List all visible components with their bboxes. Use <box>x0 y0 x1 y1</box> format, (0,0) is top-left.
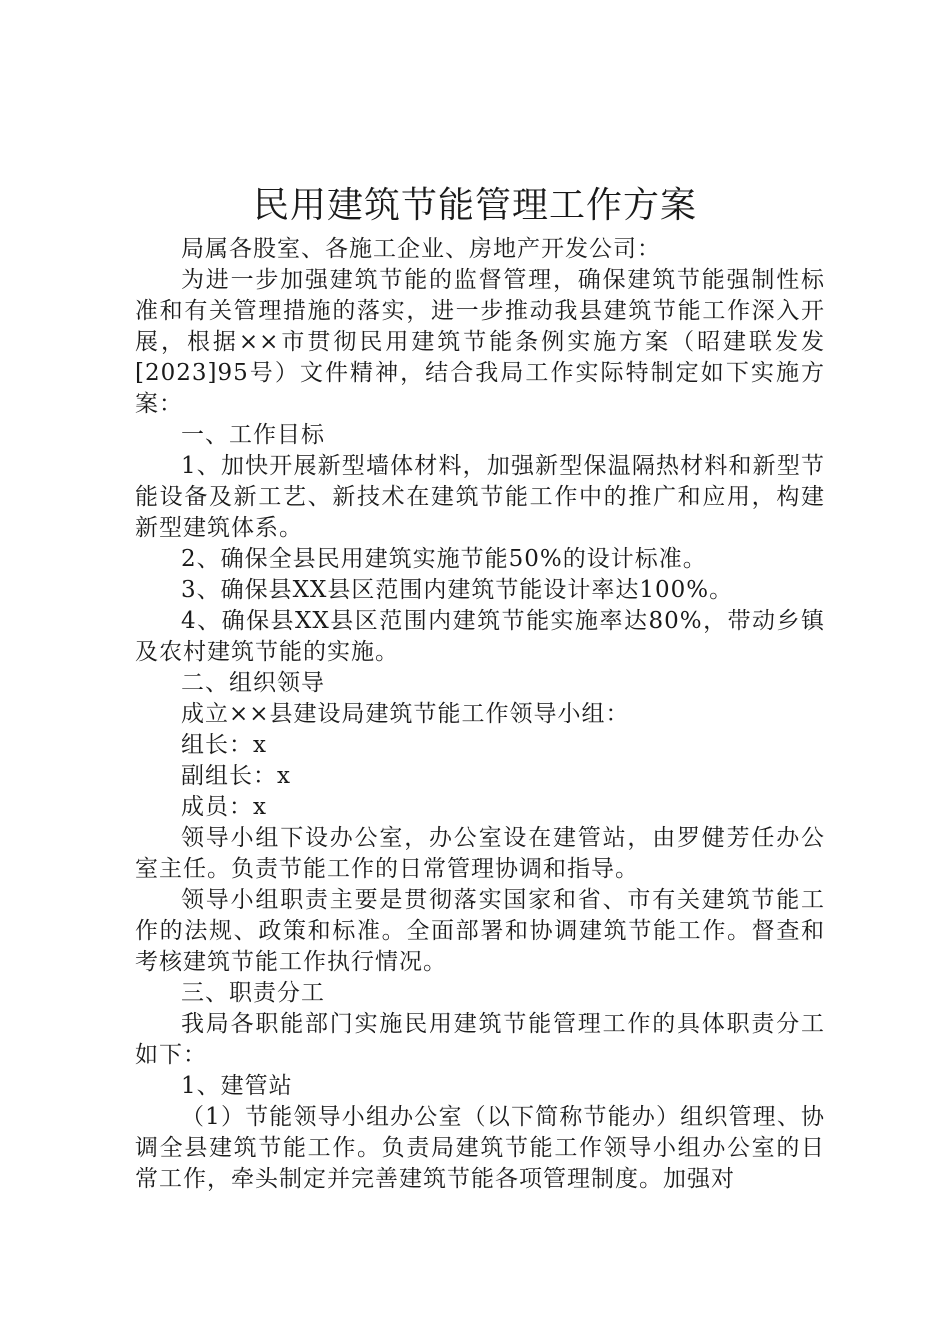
document-title: 民用建筑节能管理工作方案 <box>252 185 697 226</box>
document-body <box>135 234 825 1195</box>
goal-item-4: 4、确保县XX县区范围内建筑节能实施率达80%，带动乡镇及农村建筑节能的实施。 <box>135 608 825 665</box>
goal-item-1: 1、加快开展新型墙体材料，加强新型保温隔热材料和新型节能设备及新工艺、新技术在建筑节能工作中的推广和应用，构建新型建筑体系。 <box>135 453 825 541</box>
duties-paragraph: 领导小组职责主要是贯彻落实国家和省、市有关建筑节能工作的法规、政策和标准。全面部署和协调建筑节能工作。督查和考核建筑节能工作执行情况。 <box>135 887 825 975</box>
section-heading-responsibilities: 三、职责分工 <box>181 980 325 1006</box>
leadership-group-paragraph: 成立××县建设局建筑节能工作领导小组： <box>181 701 630 727</box>
deputy-leader-line: 副组长：x <box>181 763 291 789</box>
goal-item-3: 3、确保县XX县区范围内建筑节能设计率达100%。 <box>181 577 734 603</box>
section-heading-goals: 一、工作目标 <box>181 422 325 448</box>
intro-paragraph: 为进一步加强建筑节能的监督管理，确保建筑节能强制性标准和有关管理措施的落实，进一步推动我县建筑节能工作深入开展，根据××市贯彻民用建筑节能条例实施方案（昭建联发发[2023]95号）文件精神，结合我局工作实际特制定如下实施方案： <box>135 267 825 417</box>
office-paragraph: 领导小组下设办公室，办公室设在建管站，由罗健芳任办公室主任。负责节能工作的日常管理协调和指导。 <box>135 825 825 882</box>
salutation-paragraph: 局属各股室、各施工企业、房地产开发公司： <box>181 236 661 262</box>
section-heading-leadership: 二、组织领导 <box>181 670 325 696</box>
station-duty-paragraph: （1）节能领导小组办公室（以下简称节能办）组织管理、协调全县建筑节能工作。负责局建筑节能工作领导小组办公室的日常工作，牵头制定并完善建筑节能各项管理制度。加强对 <box>135 1104 825 1192</box>
group-leader-line: 组长：x <box>181 732 267 758</box>
members-line: 成员：x <box>181 794 267 820</box>
goal-item-2: 2、确保全县民用建筑实施节能50%的设计标准。 <box>181 546 707 572</box>
responsibilities-intro-paragraph: 我局各职能部门实施民用建筑节能管理工作的具体职责分工如下： <box>135 1011 825 1068</box>
subsection-heading-station: 1、建管站 <box>181 1073 293 1099</box>
